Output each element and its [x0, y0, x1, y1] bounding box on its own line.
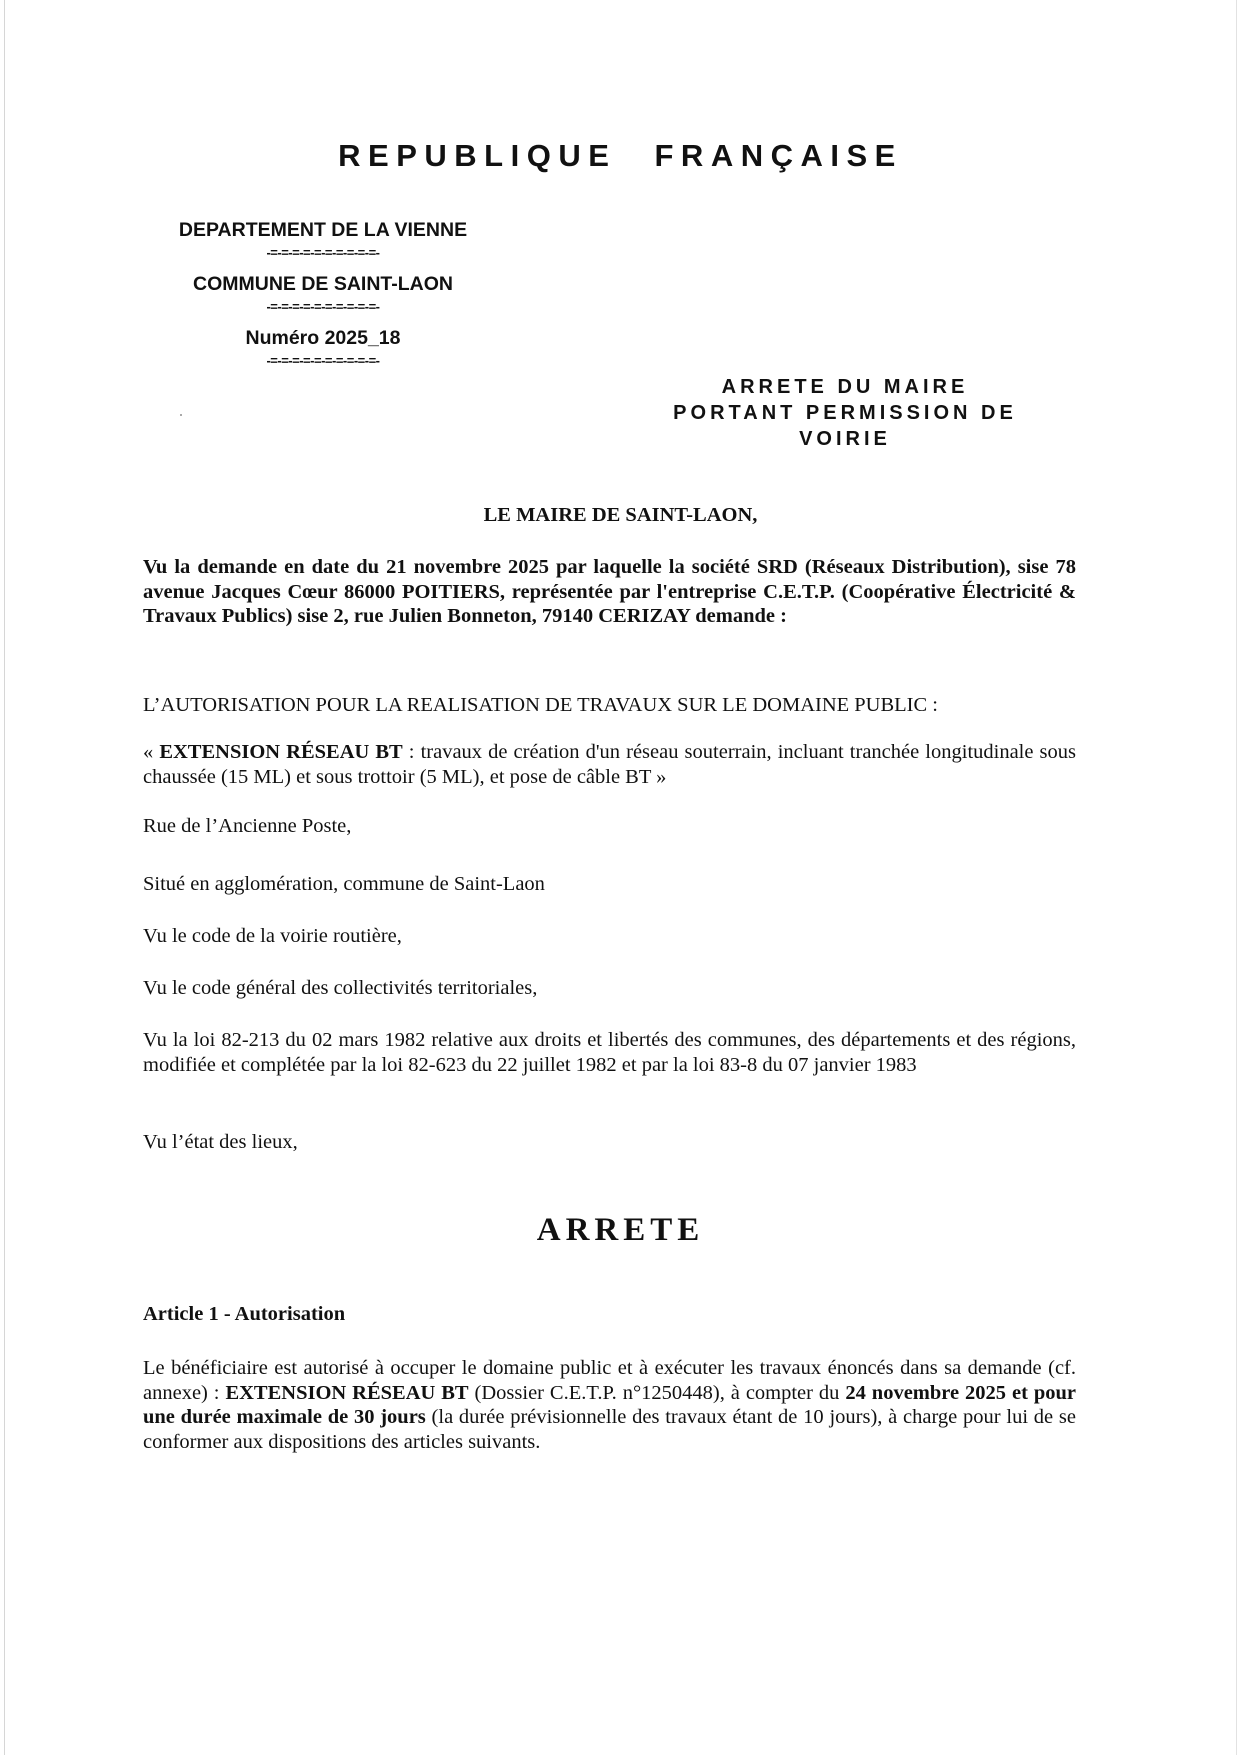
travaux-text: : travaux de création d'un réseau souterrain, incluant tranchée longitudinale sous chaussée (15 ML) et sous trottoir (5 ML), et pose de câble BT » [143, 741, 1076, 788]
demande-paragraph: Vu la demande en date du 21 novembre 2025 par laquelle la société SRD (Réseaux Distribution), sise 78 avenue Jacques Cœur 86000 POITIERS, représentée par l'entreprise C.E.T.P. (Coopérative Électricité & Travaux Publics) sise 2, rue Julien Bonneton, 79140 CERIZAY demande : [143, 556, 1076, 627]
title-line-2: PORTANT PERMISSION DE [673, 402, 1017, 424]
maire-heading: LE MAIRE DE SAINT-LAON, [483, 504, 758, 526]
situe-paragraph: Situé en agglomération, commune de Saint-Laon [143, 873, 545, 895]
article1-bold-2: 24 novembre 2025 et pour une durée maximale de 30 jours [143, 1381, 1076, 1428]
article1-text-1: Le bénéficiaire est autorisé à occuper le domaine public et à exécuter les travaux énoncés dans sa demande (cf. annexe) : [143, 1357, 1076, 1404]
commune-label: COMMUNE DE SAINT-LAON [193, 273, 453, 295]
autorisation-paragraph: L’AUTORISATION POUR LA REALISATION DE TRAVAUX SUR LE DOMAINE PUBLIC : [143, 694, 938, 716]
scan-speck [180, 414, 182, 416]
open-quote: « [143, 741, 160, 763]
separator: -=-=-=-=-=-=-=-=-=-=- [266, 245, 380, 260]
travaux-label: EXTENSION RÉSEAU BT [159, 741, 403, 763]
scan-edge-right [1236, 0, 1237, 1755]
title-line-3: VOIRIE [799, 428, 891, 450]
arrete-heading: ARRETE [536, 1212, 705, 1248]
departement-label: DEPARTEMENT DE LA VIENNE [178, 219, 468, 241]
article1-paragraph [143, 1356, 1076, 1454]
title-line-1: ARRETE DU MAIRE [721, 376, 969, 398]
administrative-block [155, 216, 491, 378]
separator: -=-=-=-=-=-=-=-=-=-=- [266, 299, 380, 314]
article1-bold-1: EXTENSION RÉSEAU BT [225, 1381, 469, 1404]
travaux-paragraph [143, 740, 1076, 789]
separator: -=-=-=-=-=-=-=-=-=-=- [266, 353, 380, 368]
article1-title: Article 1 - Autorisation [143, 1303, 346, 1325]
vu-loi-paragraph: Vu la loi 82-213 du 02 mars 1982 relative aux droits et libertés des communes, des départements et des régions, modifiée et complétée par la loi 82-623 du 22 juillet 1982 et par la loi 83-8 du 07 janvier 1983 [143, 1029, 1076, 1076]
republique-heading: REPUBLIQUE FRANÇAISE [338, 138, 903, 173]
arrete-title [620, 374, 1070, 452]
scan-edge-left [4, 0, 5, 1755]
vu-etat-paragraph: Vu l’état des lieux, [143, 1131, 298, 1153]
numero-label: Numéro 2025_18 [245, 327, 401, 349]
rue-paragraph: Rue de l’Ancienne Poste, [143, 815, 352, 837]
article1-text-2: (Dossier C.E.T.P. n°1250448), à compter du [468, 1381, 846, 1404]
article1-text-3: (la durée prévisionnelle des travaux étant de 10 jours), à charge pour lui de se conformer aux dispositions des articles suivants. [143, 1406, 1076, 1453]
vu-voirie-paragraph: Vu le code de la voirie routière, [143, 925, 402, 947]
vu-cgct-paragraph: Vu le code général des collectivités territoriales, [143, 977, 538, 999]
